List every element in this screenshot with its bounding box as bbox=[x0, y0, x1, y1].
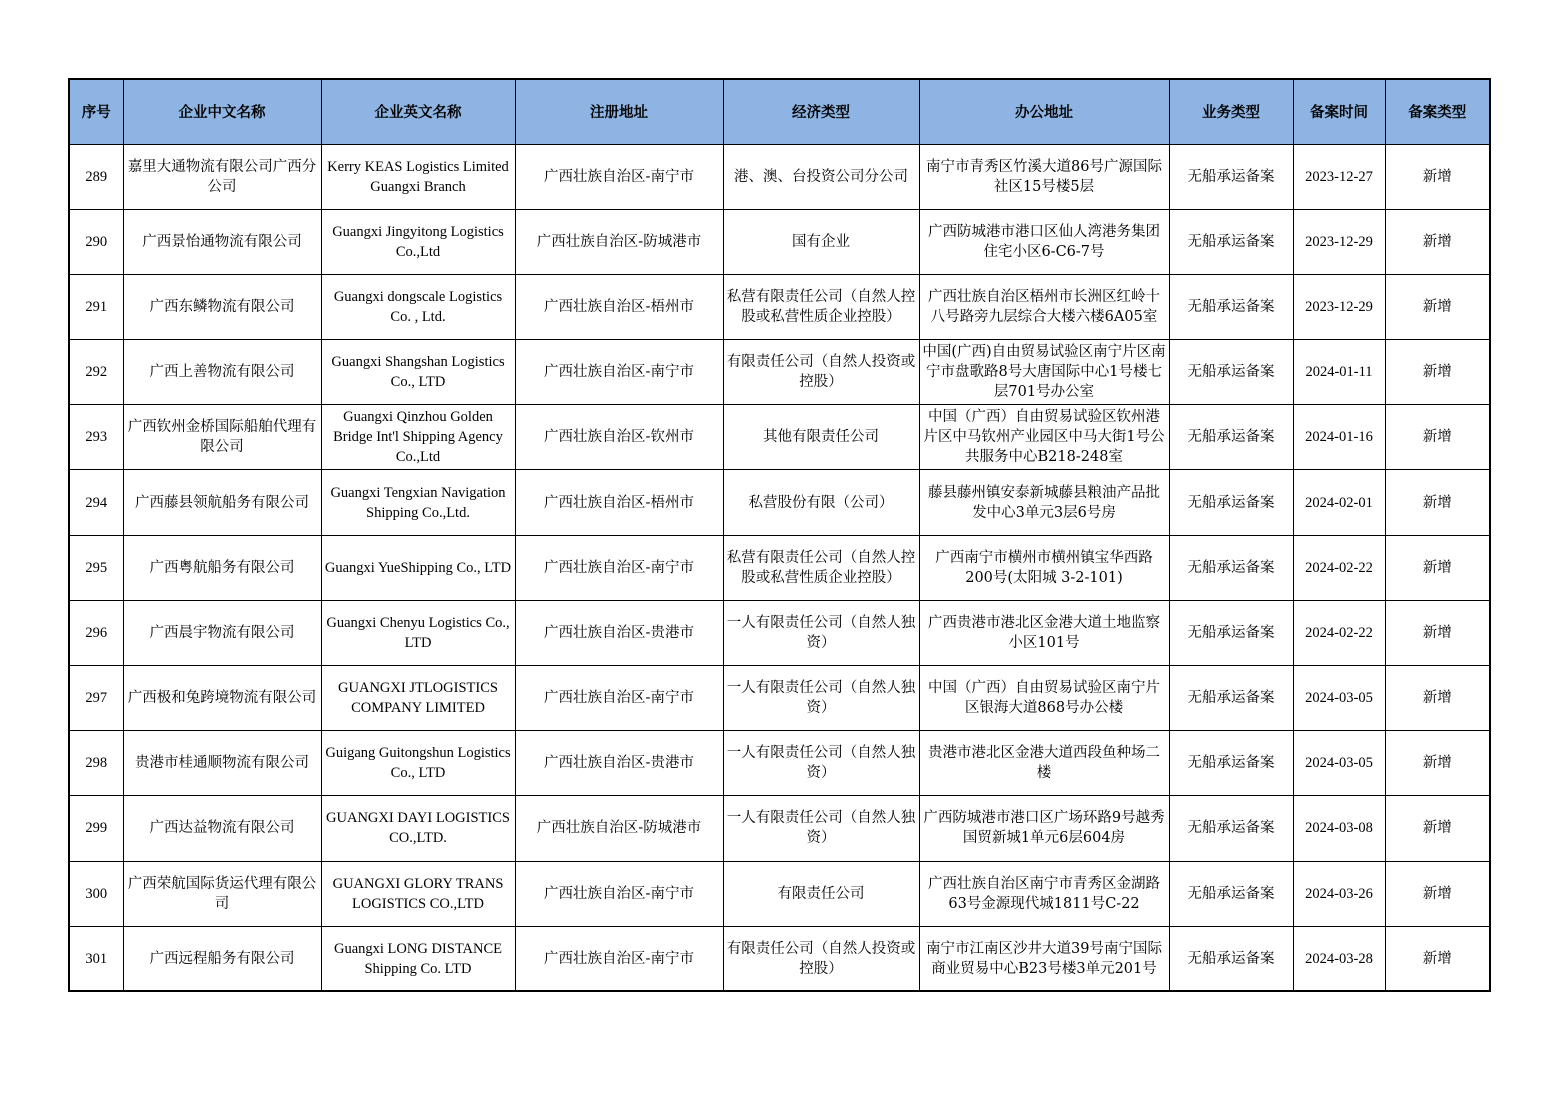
cell-filing-date: 2024-02-22 bbox=[1293, 535, 1385, 600]
cell-registered-address: 广西壮族自治区-钦州市 bbox=[515, 405, 723, 470]
cell-office-address: 广西贵港市港北区金港大道土地监察小区101号 bbox=[919, 600, 1169, 665]
cell-company-chinese-name: 广西晨宇物流有限公司 bbox=[123, 600, 321, 665]
cell-economic-type: 国有企业 bbox=[723, 209, 919, 274]
table-row bbox=[69, 209, 1490, 274]
header-registered-address: 注册地址 bbox=[515, 79, 723, 144]
cell-company-english-name: Guangxi dongscale Logistics Co. , Ltd. bbox=[321, 274, 515, 339]
cell-serial-number: 291 bbox=[69, 274, 123, 339]
cell-office-address: 南宁市江南区沙井大道39号南宁国际商业贸易中心B23号楼3单元201号 bbox=[919, 926, 1169, 991]
cell-company-chinese-name: 广西远程船务有限公司 bbox=[123, 926, 321, 991]
cell-filing-type: 新增 bbox=[1385, 209, 1490, 274]
header-filing-date: 备案时间 bbox=[1293, 79, 1385, 144]
cell-filing-date: 2024-02-22 bbox=[1293, 600, 1385, 665]
cell-office-address: 藤县藤州镇安泰新城藤县粮油产品批发中心3单元3层6号房 bbox=[919, 470, 1169, 535]
cell-office-address: 广西壮族自治区梧州市长洲区红岭十八号路旁九层综合大楼六楼6A05室 bbox=[919, 274, 1169, 339]
cell-business-type: 无船承运备案 bbox=[1169, 209, 1293, 274]
cell-filing-date: 2024-03-26 bbox=[1293, 861, 1385, 926]
cell-serial-number: 296 bbox=[69, 600, 123, 665]
cell-filing-date: 2024-03-28 bbox=[1293, 926, 1385, 991]
cell-filing-type: 新增 bbox=[1385, 470, 1490, 535]
cell-filing-type: 新增 bbox=[1385, 535, 1490, 600]
cell-company-english-name: Guangxi Tengxian Navigation Shipping Co.,Ltd. bbox=[321, 470, 515, 535]
cell-filing-type: 新增 bbox=[1385, 861, 1490, 926]
cell-filing-type: 新增 bbox=[1385, 600, 1490, 665]
cell-office-address: 广西壮族自治区南宁市青秀区金湖路63号金源现代城1811号C-22 bbox=[919, 861, 1169, 926]
cell-company-chinese-name: 广西上善物流有限公司 bbox=[123, 340, 321, 405]
table-row bbox=[69, 470, 1490, 535]
cell-company-english-name: Guangxi Jingyitong Logistics Co.,Ltd bbox=[321, 209, 515, 274]
cell-registered-address: 广西壮族自治区-贵港市 bbox=[515, 731, 723, 796]
cell-economic-type: 有限责任公司（自然人投资或控股） bbox=[723, 926, 919, 991]
cell-business-type: 无船承运备案 bbox=[1169, 861, 1293, 926]
cell-company-english-name: Guigang Guitongshun Logistics Co., LTD bbox=[321, 731, 515, 796]
cell-economic-type: 私营股份有限（公司） bbox=[723, 470, 919, 535]
cell-company-english-name: GUANGXI JTLOGISTICS COMPANY LIMITED bbox=[321, 666, 515, 731]
cell-office-address: 南宁市青秀区竹溪大道86号广源国际社区15号楼5层 bbox=[919, 144, 1169, 209]
header-row bbox=[69, 79, 1490, 144]
cell-filing-type: 新增 bbox=[1385, 144, 1490, 209]
cell-company-chinese-name: 广西荣航国际货运代理有限公司 bbox=[123, 861, 321, 926]
table-row bbox=[69, 340, 1490, 405]
table-row bbox=[69, 535, 1490, 600]
cell-economic-type: 一人有限责任公司（自然人独资） bbox=[723, 731, 919, 796]
cell-company-english-name: GUANGXI DAYI LOGISTICS CO.,LTD. bbox=[321, 796, 515, 861]
cell-economic-type: 私营有限责任公司（自然人控股或私营性质企业控股） bbox=[723, 274, 919, 339]
cell-filing-type: 新增 bbox=[1385, 796, 1490, 861]
cell-serial-number: 295 bbox=[69, 535, 123, 600]
cell-serial-number: 297 bbox=[69, 666, 123, 731]
cell-economic-type: 一人有限责任公司（自然人独资） bbox=[723, 666, 919, 731]
cell-filing-type: 新增 bbox=[1385, 340, 1490, 405]
cell-serial-number: 299 bbox=[69, 796, 123, 861]
cell-company-chinese-name: 广西钦州金桥国际船舶代理有限公司 bbox=[123, 405, 321, 470]
cell-company-english-name: GUANGXI GLORY TRANS LOGISTICS CO.,LTD bbox=[321, 861, 515, 926]
cell-office-address: 中国（广西）自由贸易试验区钦州港片区中马钦州产业园区中马大街1号公共服务中心B218-248室 bbox=[919, 405, 1169, 470]
cell-business-type: 无船承运备案 bbox=[1169, 340, 1293, 405]
cell-company-english-name: Guangxi LONG DISTANCE Shipping Co. LTD bbox=[321, 926, 515, 991]
table-row bbox=[69, 144, 1490, 209]
header-economic-type: 经济类型 bbox=[723, 79, 919, 144]
cell-filing-date: 2023-12-27 bbox=[1293, 144, 1385, 209]
cell-economic-type: 一人有限责任公司（自然人独资） bbox=[723, 796, 919, 861]
cell-filing-type: 新增 bbox=[1385, 731, 1490, 796]
cell-serial-number: 301 bbox=[69, 926, 123, 991]
cell-economic-type: 一人有限责任公司（自然人独资） bbox=[723, 600, 919, 665]
table-row bbox=[69, 926, 1490, 991]
cell-serial-number: 300 bbox=[69, 861, 123, 926]
cell-filing-type: 新增 bbox=[1385, 405, 1490, 470]
cell-business-type: 无船承运备案 bbox=[1169, 274, 1293, 339]
cell-office-address: 贵港市港北区金港大道西段鱼种场二楼 bbox=[919, 731, 1169, 796]
cell-registered-address: 广西壮族自治区-南宁市 bbox=[515, 666, 723, 731]
cell-economic-type: 私营有限责任公司（自然人控股或私营性质企业控股） bbox=[723, 535, 919, 600]
cell-registered-address: 广西壮族自治区-防城港市 bbox=[515, 796, 723, 861]
header-business-type: 业务类型 bbox=[1169, 79, 1293, 144]
cell-serial-number: 289 bbox=[69, 144, 123, 209]
header-company-chinese-name: 企业中文名称 bbox=[123, 79, 321, 144]
cell-office-address: 广西防城港市港口区仙人湾港务集团住宅小区6-C6-7号 bbox=[919, 209, 1169, 274]
cell-office-address: 广西防城港市港口区广场环路9号越秀国贸新城1单元6层604房 bbox=[919, 796, 1169, 861]
cell-filing-date: 2024-01-16 bbox=[1293, 405, 1385, 470]
cell-filing-date: 2024-03-05 bbox=[1293, 731, 1385, 796]
cell-company-english-name: Guangxi Qinzhou Golden Bridge Int'l Shipping Agency Co.,Ltd bbox=[321, 405, 515, 470]
header-serial-number: 序号 bbox=[69, 79, 123, 144]
cell-economic-type: 有限责任公司 bbox=[723, 861, 919, 926]
cell-filing-date: 2024-02-01 bbox=[1293, 470, 1385, 535]
table-row bbox=[69, 666, 1490, 731]
cell-registered-address: 广西壮族自治区-梧州市 bbox=[515, 274, 723, 339]
cell-company-english-name: Guangxi YueShipping Co., LTD bbox=[321, 535, 515, 600]
cell-serial-number: 293 bbox=[69, 405, 123, 470]
cell-registered-address: 广西壮族自治区-南宁市 bbox=[515, 535, 723, 600]
table-row bbox=[69, 600, 1490, 665]
cell-office-address: 广西南宁市横州市横州镇宝华西路200号(太阳城 3-2-101) bbox=[919, 535, 1169, 600]
table-row bbox=[69, 861, 1490, 926]
cell-company-english-name: Kerry KEAS Logistics Limited Guangxi Branch bbox=[321, 144, 515, 209]
cell-economic-type: 其他有限责任公司 bbox=[723, 405, 919, 470]
cell-business-type: 无船承运备案 bbox=[1169, 926, 1293, 991]
cell-registered-address: 广西壮族自治区-防城港市 bbox=[515, 209, 723, 274]
table-row bbox=[69, 731, 1490, 796]
cell-business-type: 无船承运备案 bbox=[1169, 666, 1293, 731]
cell-economic-type: 港、澳、台投资公司分公司 bbox=[723, 144, 919, 209]
cell-company-chinese-name: 广西达益物流有限公司 bbox=[123, 796, 321, 861]
table-row bbox=[69, 796, 1490, 861]
cell-business-type: 无船承运备案 bbox=[1169, 144, 1293, 209]
cell-registered-address: 广西壮族自治区-南宁市 bbox=[515, 861, 723, 926]
cell-business-type: 无船承运备案 bbox=[1169, 405, 1293, 470]
cell-business-type: 无船承运备案 bbox=[1169, 600, 1293, 665]
cell-filing-date: 2023-12-29 bbox=[1293, 274, 1385, 339]
cell-economic-type: 有限责任公司（自然人投资或控股） bbox=[723, 340, 919, 405]
cell-registered-address: 广西壮族自治区-南宁市 bbox=[515, 926, 723, 991]
cell-company-chinese-name: 广西景怡通物流有限公司 bbox=[123, 209, 321, 274]
table-row bbox=[69, 274, 1490, 339]
cell-serial-number: 290 bbox=[69, 209, 123, 274]
cell-registered-address: 广西壮族自治区-南宁市 bbox=[515, 340, 723, 405]
cell-serial-number: 298 bbox=[69, 731, 123, 796]
cell-filing-date: 2024-03-05 bbox=[1293, 666, 1385, 731]
cell-filing-date: 2024-01-11 bbox=[1293, 340, 1385, 405]
cell-registered-address: 广西壮族自治区-梧州市 bbox=[515, 470, 723, 535]
table-row bbox=[69, 405, 1490, 470]
filing-registry-table bbox=[68, 78, 1491, 992]
cell-company-chinese-name: 嘉里大通物流有限公司广西分公司 bbox=[123, 144, 321, 209]
cell-company-english-name: Guangxi Shangshan Logistics Co., LTD bbox=[321, 340, 515, 405]
cell-serial-number: 292 bbox=[69, 340, 123, 405]
header-filing-type: 备案类型 bbox=[1385, 79, 1490, 144]
cell-registered-address: 广西壮族自治区-南宁市 bbox=[515, 144, 723, 209]
cell-filing-type: 新增 bbox=[1385, 926, 1490, 991]
cell-filing-date: 2024-03-08 bbox=[1293, 796, 1385, 861]
cell-business-type: 无船承运备案 bbox=[1169, 731, 1293, 796]
cell-business-type: 无船承运备案 bbox=[1169, 470, 1293, 535]
cell-filing-date: 2023-12-29 bbox=[1293, 209, 1385, 274]
table-body bbox=[69, 144, 1490, 991]
cell-office-address: 中国(广西)自由贸易试验区南宁片区南宁市盘歌路8号大唐国际中心1号楼七层701号办公室 bbox=[919, 340, 1169, 405]
cell-serial-number: 294 bbox=[69, 470, 123, 535]
cell-business-type: 无船承运备案 bbox=[1169, 535, 1293, 600]
cell-company-chinese-name: 贵港市桂通顺物流有限公司 bbox=[123, 731, 321, 796]
header-company-english-name: 企业英文名称 bbox=[321, 79, 515, 144]
cell-office-address: 中国（广西）自由贸易试验区南宁片区银海大道868号办公楼 bbox=[919, 666, 1169, 731]
cell-filing-type: 新增 bbox=[1385, 274, 1490, 339]
cell-business-type: 无船承运备案 bbox=[1169, 796, 1293, 861]
cell-registered-address: 广西壮族自治区-贵港市 bbox=[515, 600, 723, 665]
cell-company-english-name: Guangxi Chenyu Logistics Co., LTD bbox=[321, 600, 515, 665]
cell-company-chinese-name: 广西藤县领航船务有限公司 bbox=[123, 470, 321, 535]
cell-company-chinese-name: 广西东鳞物流有限公司 bbox=[123, 274, 321, 339]
cell-company-chinese-name: 广西极和兔跨境物流有限公司 bbox=[123, 666, 321, 731]
header-office-address: 办公地址 bbox=[919, 79, 1169, 144]
cell-filing-type: 新增 bbox=[1385, 666, 1490, 731]
cell-company-chinese-name: 广西粤航船务有限公司 bbox=[123, 535, 321, 600]
